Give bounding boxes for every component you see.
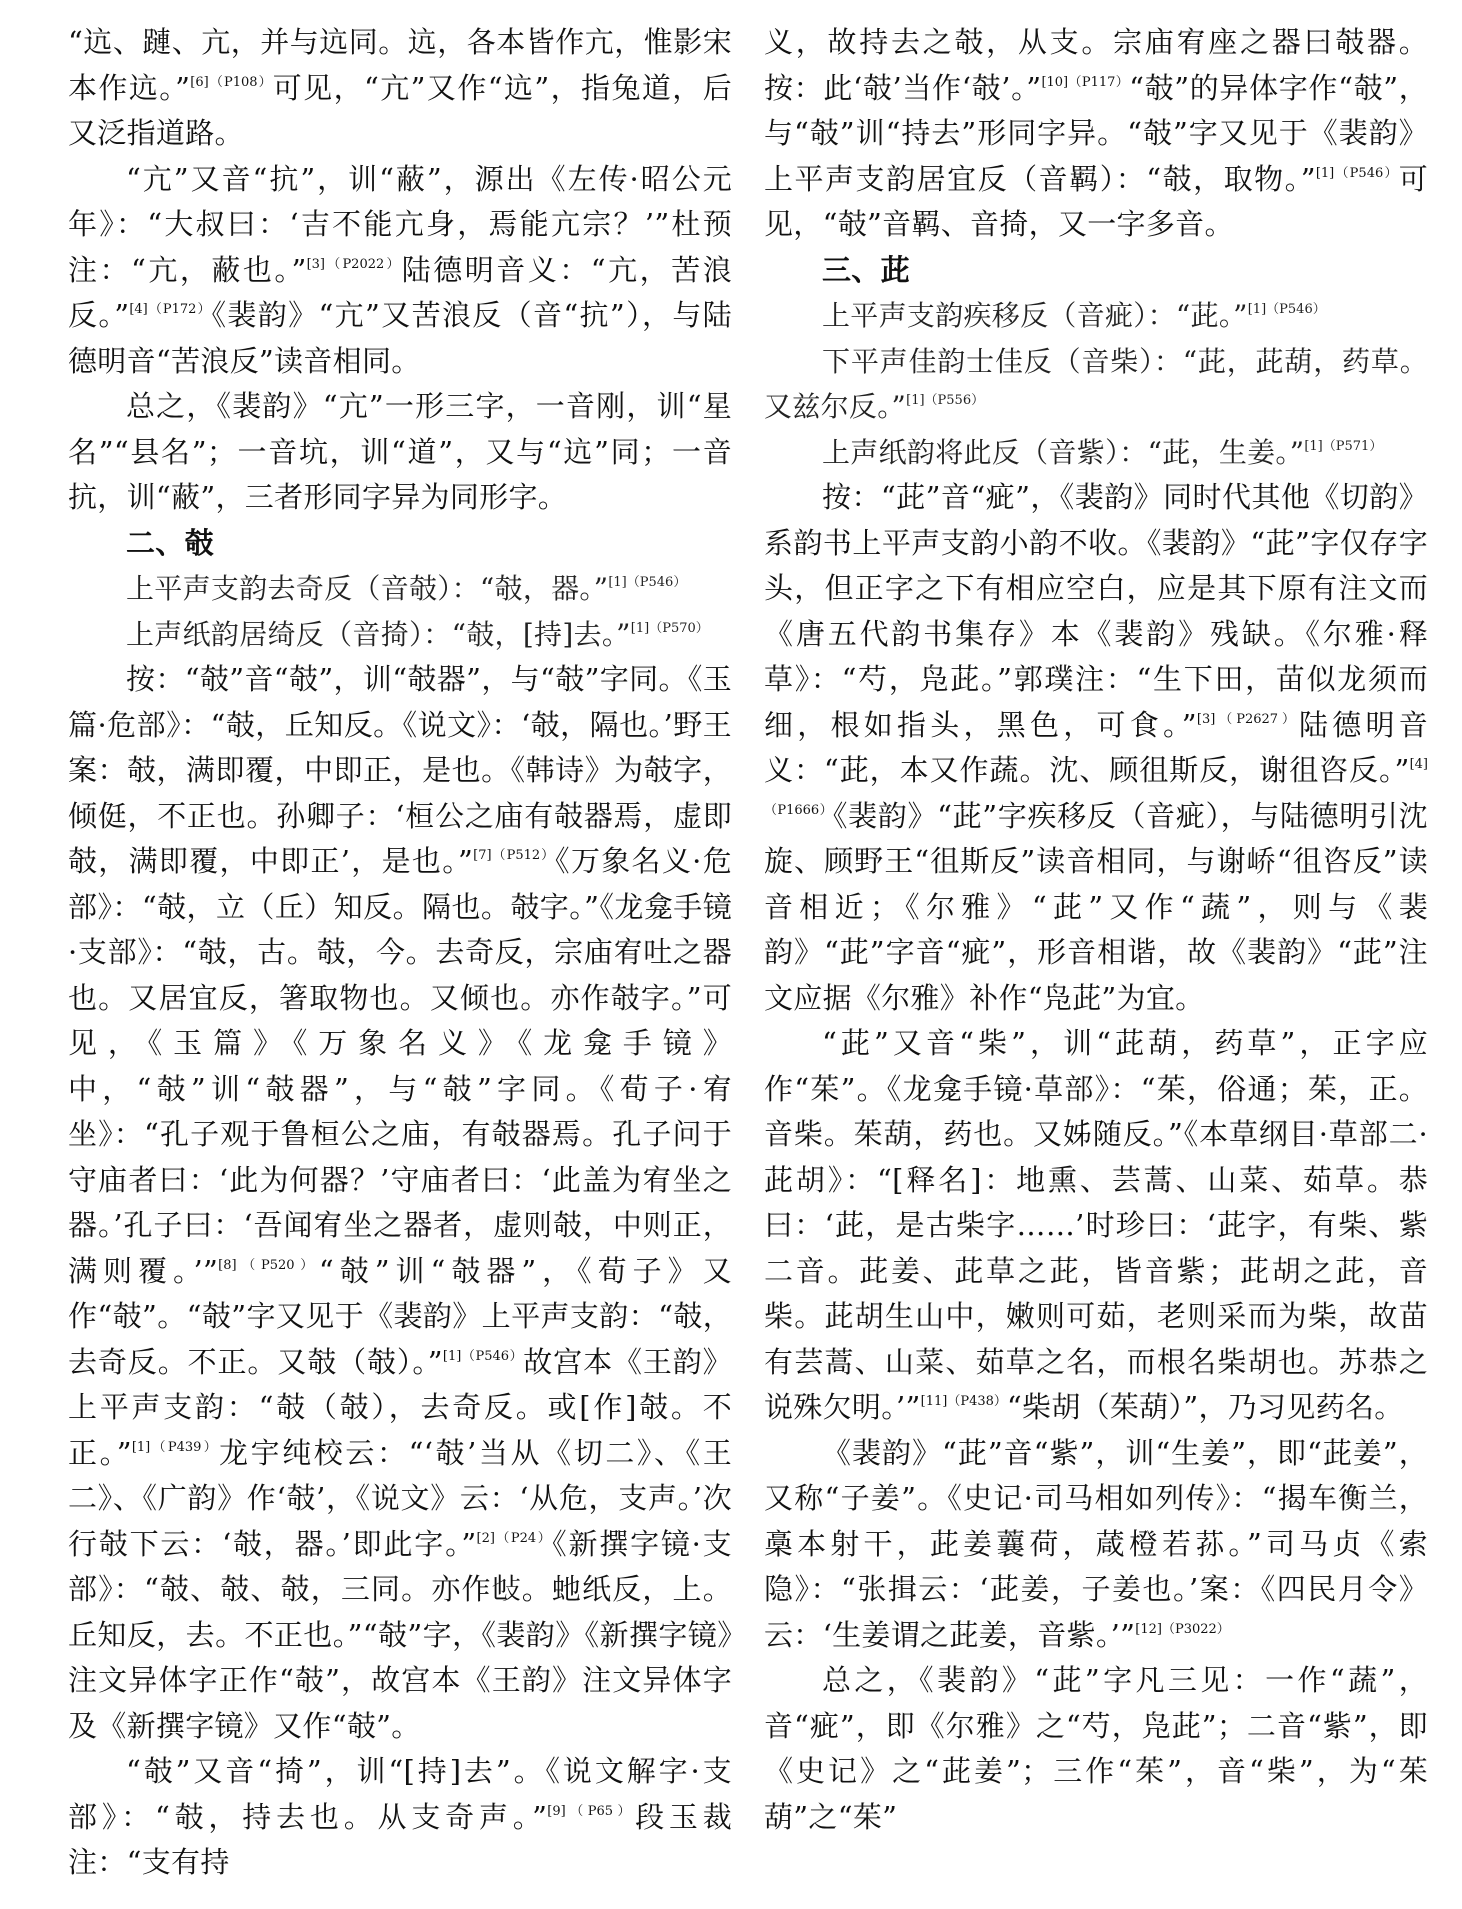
rhyme-entry: 上声纸韵居绮反（音掎）：“攲，[持]去。”$^{[1](P570)}$ bbox=[126, 617, 709, 651]
left-column bbox=[68, 20, 732, 1909]
right-column bbox=[764, 20, 1428, 1909]
section-heading: 二、攲 bbox=[126, 525, 214, 560]
paragraph: 按：“茈”音“疵”，《裴韵》同时代其他《切韵》系韵书上平声支韵小韵不收。《裴韵》“茈”字仅存字头，但正字之下有相应空白，应是其下原有注文而《唐五代韵书集存》本《裴韵》残缺。《尔雅·释草》：“芍，凫茈。”郭璞注：“生下田，苗似龙须而细，根如指头，黑色，可食。”$^{[3](P2627)}$陆德明音义：“茈，本又作蔬。沈、顾徂斯反，谢徂咨反。”$^{[4](P1666)}$《裴韵》“茈”字疾移反（音疵），与陆德明引沈旋、顾野王“徂斯反”读音相同，与谢峤“徂咨反”读音相近；《尔雅》“茈”又作“蔬”，则与《裴韵》“茈”字音“疵”，形音相谐，故《裴韵》“茈”注文应据《尔雅》补作“凫茈”为宜。 bbox=[764, 480, 1428, 1015]
paragraph: 总之，《裴韵》“亢”一形三字，一音刚，训“星名”“县名”；一音坑，训“道”，又与“迒”同；一音抗，训“蔽”，三者形同字异为同形字。 bbox=[68, 389, 732, 514]
paragraph: “茈”又音“柴”，训“茈葫，药草”，正字应作“茱”。《龙龛手镜·草部》：“茱，俗通；茱，正。音柴。茱葫，药也。又姊随反。”《本草纲目·草部二·茈胡》：“[释名]：地熏、芸蒿、山菜、茹草。恭曰：‘茈，是古柴字……’时珍曰：‘茈字，有柴、紫二音。茈姜、茈草之茈，皆音紫；茈胡之茈，音柴。茈胡生山中，嫩则可茹，老则采而为柴，故苗有芸蒿、山菜、茹草之名，而根名柴胡也。苏恭之说殊欠明。’”$^{[11](P438)}$“柴胡（茱葫）”，乃习见药名。 bbox=[764, 1026, 1428, 1424]
paragraph: “攲”又音“掎”，训“[持]去”。《说文解字·支部》：“攲，持去也。从支奇声。”$^{[9](P65)}$段玉裁注：“支有持 bbox=[68, 1754, 732, 1879]
paragraph: “迒、蹥、亢，并与迒同。迒，各本皆作亢，惟影宋本作迒。”$^{[6](P108)}$可见，“亢”又作“迒”，指兔道，后又泛指道路。 bbox=[68, 25, 732, 150]
paragraph: “亢”又音“抗”，训“蔽”，源出《左传·昭公元年》：“大叔曰：‘吉不能亢身，焉能亢宗？’”杜预注：“亢，蔽也。”$^{[3](P2022)}$陆德明音义：“亢，苦浪反。”$^{[4](P172)}$《裴韵》“亢”又苦浪反（音“抗”），与陆德明音“苦浪反”读音相同。 bbox=[68, 161, 732, 378]
rhyme-entry: 上声纸韵将此反（音紫）：“茈，生姜。”$^{[1](P571)}$ bbox=[822, 435, 1383, 469]
rhyme-entry: 下平声佳韵士佳反（音柴）：“茈，茈葫，药草。又兹尔反。”$^{[1](P556)}$ bbox=[764, 344, 1428, 423]
paragraph: 按：“攲”音“攲”，训“攲器”，与“攲”字同。《玉篇·危部》：“攲，丘知反。《说文》：‘攲，隔也。’野王案：攲，满即覆，中即正，是也。《韩诗》为攲字，倾侹，不正也。孙卿子：‘桓公之庙有攲器焉，虚即攲，满即覆，中即正’，是也。”$^{[7](P512)}$《万象名义·危部》：“攲，立（丘）知反。隔也。攲字。”《龙龛手镜·支部》：“攲，古。攲，今。去奇反，宗庙宥吐之器也。又居宜反，箸取物也。又倾也。亦作攲字。”可见，《玉篇》《万象名义》《龙龛手镜》中，“攲”训“攲器”，与“攲”字同。《荀子·宥坐》：“孔子观于鲁桓公之庙，有攲器焉。孔子问于守庙者曰：‘此为何器？’守庙者曰：‘此盖为宥坐之器。’孔子曰：‘吾闻宥坐之器者，虚则攲，中则正，满则覆。’”$^{[8](P520)}$“攲”训“攲器”，《荀子》又作“攲”。“攲”字又见于《裴韵》上平声支韵：“攲，去奇反。不正。又攲（攲）。”$^{[1](P546)}$故宫本《王韵》上平声支韵：“攲（攲），去奇反。或[作]攲。不正。”$^{[1](P439)}$龙宇纯校云：“‘攲’当从《切二》、《王二》、《广韵》作‘攲’，《说文》云：‘从危，支声。’次行攲下云：‘攲，器。’即此字。”$^{[2](P24)}$《新撰字镜·支部》：“攲、攲、攲，三同。亦作𢻫。虵纸反，上。丘知反，去。不正也。”“攲”字，《裴韵》《新撰字镜》注文异体字正作“攲”，故宫本《王韵》注文异体字及《新撰字镜》又作“攲”。 bbox=[68, 662, 732, 1743]
paragraph: 总之，《裴韵》“茈”字凡三见：一作“蔬”，音“疵”，即《尔雅》之“芍，凫茈”；二音“紫”，即《史记》之“茈姜”；三作“茱”，音“柴”，为“茱葫”之“茱” bbox=[764, 1663, 1428, 1834]
section-heading: 三、茈 bbox=[822, 252, 910, 287]
rhyme-entry: 上平声支韵去奇反（音攲）：“攲，器。”$^{[1](P546)}$ bbox=[126, 572, 687, 605]
paragraph: 义，故持去之攲，从支。宗庙宥座之器曰攲器。按：此‘攲’当作‘攲’。”$^{[10](P117)}$“攲”的异体字作“攲”，与“攲”训“持去”形同字异。“攲”字又见于《裴韵》上平声支韵居宜反（音羁）：“攲，取物。”$^{[1](P546)}$可见，“攲”音羁、音掎，又一字多音。 bbox=[764, 25, 1428, 241]
rhyme-entry: 上平声支韵疾移反（音疵）：“茈。”$^{[1](P546)}$ bbox=[822, 299, 1326, 332]
paragraph: 《裴韵》“茈”音“紫”，训“生姜”，即“茈姜”，又称“子姜”。《史记·司马相如列传》：“揭车衡兰，槀本射干，茈姜蘘荷，葴橙若荪。”司马贞《索隐》：“张揖云：‘茈姜，子姜也。’案：《四民月令》云：‘生姜谓之茈姜，音紫。’”$^{[12](P3022)}$ bbox=[764, 1435, 1428, 1652]
